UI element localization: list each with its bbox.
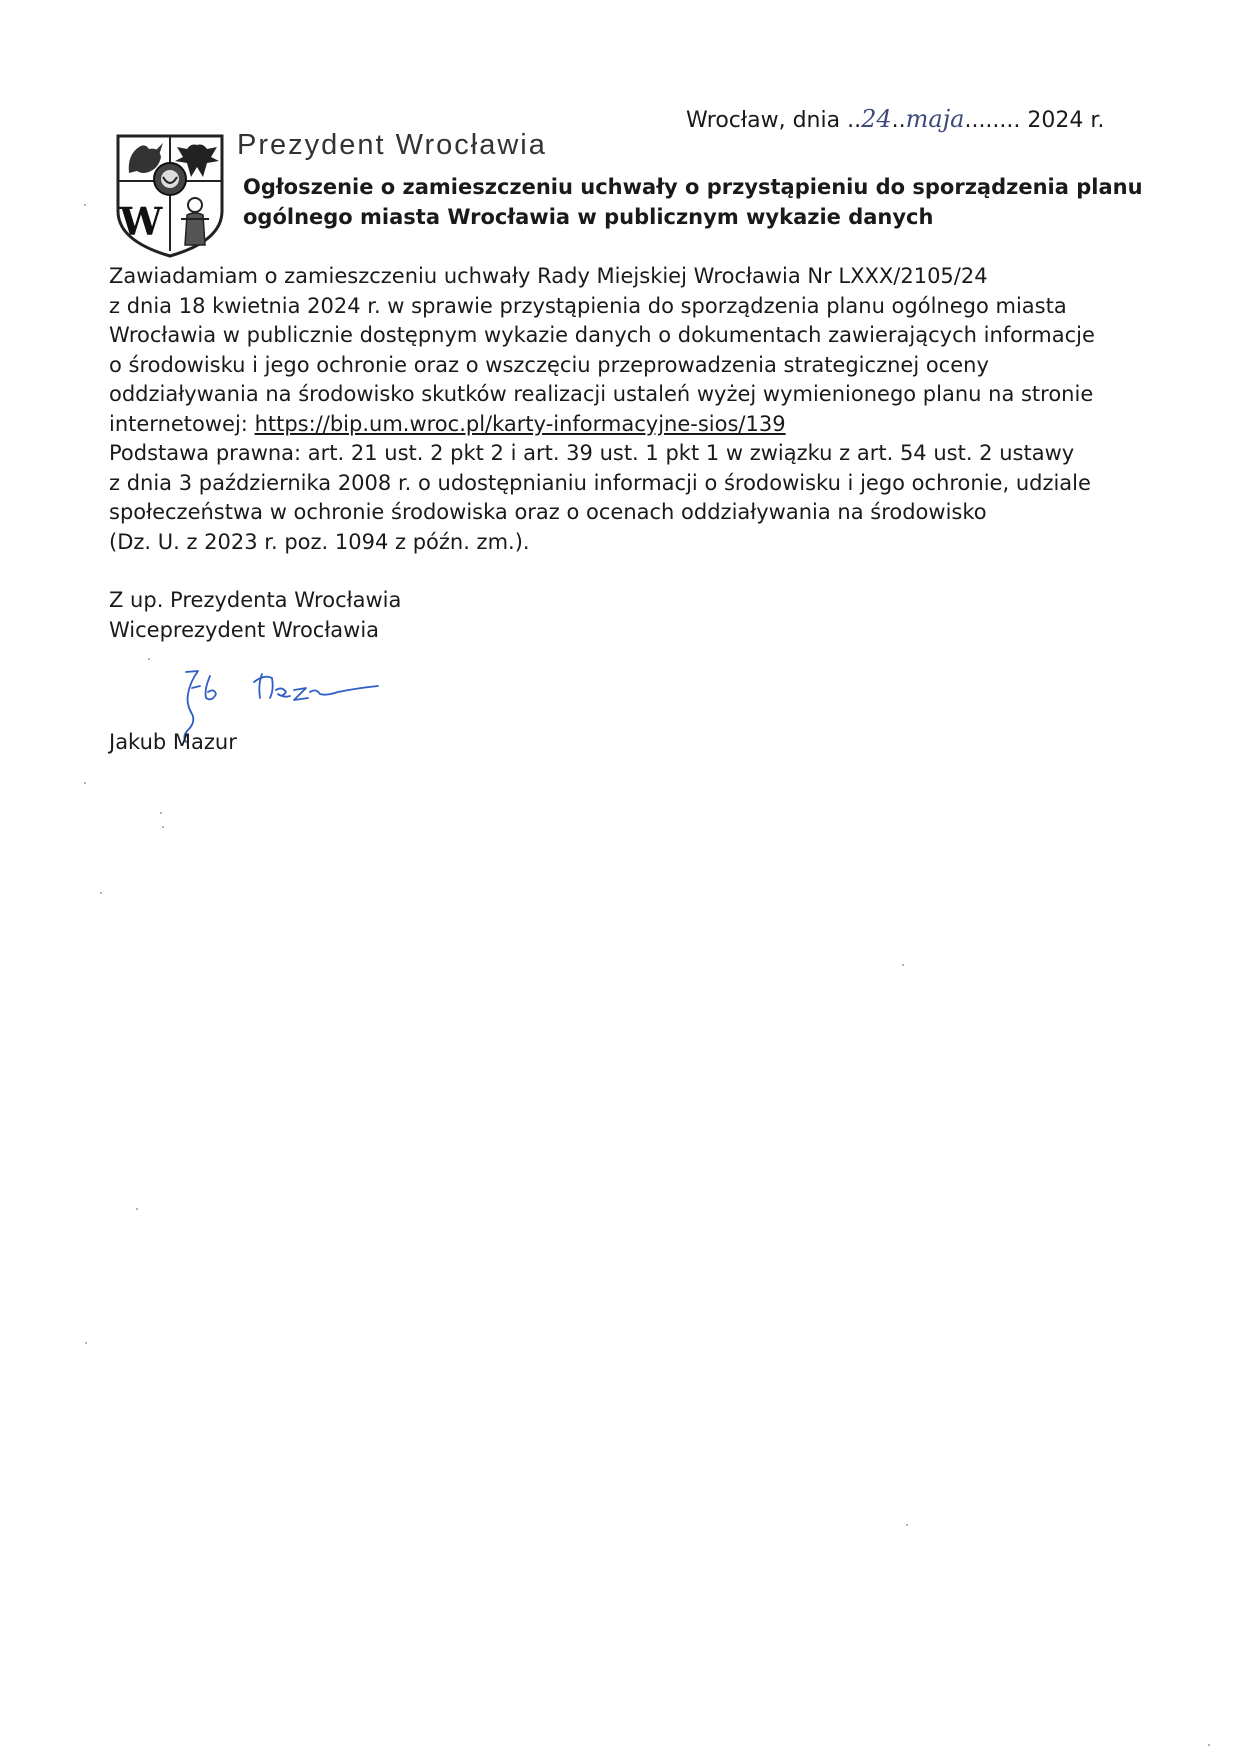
legal-basis-line-4: (Dz. U. z 2023 r. poz. 1094 z późn. zm.). bbox=[109, 529, 530, 554]
website-label: internetowej: bbox=[109, 411, 255, 436]
body-line-2: z dnia 18 kwietnia 2024 r. w sprawie przystąpienia do sporządzenia planu ogólnego miasta bbox=[109, 293, 1067, 318]
legal-basis-line-2: z dnia 3 października 2008 r. o udostępnianiu informacji o środowisku i jego ochronie, udziale bbox=[109, 470, 1091, 495]
document-date bbox=[686, 104, 1104, 136]
svg-text:W: W bbox=[119, 199, 163, 244]
scan-speck bbox=[84, 782, 86, 784]
title-line-1: Ogłoszenie o zamieszczeniu uchwały o przystąpieniu do sporządzenia planu bbox=[243, 175, 1143, 199]
title-line-2: ogólnego miasta Wrocławia w publicznym wykazie danych bbox=[243, 205, 934, 229]
signer-name: Jakub Mazur bbox=[109, 730, 237, 754]
body-line-1: Zawiadamiam o zamieszczeniu uchwały Rady Miejskiej Wrocławia Nr LXXX/2105/24 bbox=[109, 264, 988, 288]
body-line-3: Wrocławia w publicznie dostępnym wykazie danych o dokumentach zawierających informacje bbox=[109, 323, 1095, 347]
scan-speck bbox=[85, 1342, 87, 1344]
signatory-authorization: Z up. Prezydenta Wrocławia bbox=[109, 588, 402, 612]
scan-speck bbox=[148, 658, 150, 660]
announcement-title bbox=[243, 172, 1163, 232]
wroclaw-coat-of-arms-logo bbox=[115, 133, 225, 259]
scan-speck bbox=[160, 812, 162, 814]
date-day-handwritten: 24 bbox=[861, 105, 892, 133]
scan-speck bbox=[136, 1208, 138, 1210]
body-line-5: oddziaływania na środowisko skutków realizacji ustaleń wyżej wymienionego planu na stronie bbox=[109, 382, 1094, 406]
date-month-handwritten: maja bbox=[905, 105, 965, 133]
scan-speck bbox=[100, 892, 102, 894]
body-line-6 bbox=[109, 410, 1149, 440]
signatory-position: Wiceprezydent Wrocławia bbox=[109, 617, 380, 642]
scan-speck bbox=[84, 204, 86, 206]
date-middle-dots: .. bbox=[891, 108, 906, 133]
announcement-body bbox=[109, 262, 1149, 557]
sios-link[interactable]: https://bip.um.wroc.pl/karty-informacyjne-sios/139 bbox=[254, 411, 786, 436]
legal-basis-line-3: społeczeństwa w ochronie środowiska oraz o ocenach oddziaływania na środowisko bbox=[109, 500, 987, 524]
scan-speck bbox=[902, 964, 904, 966]
scan-speck bbox=[906, 1524, 908, 1526]
scan-speck bbox=[1208, 1744, 1210, 1746]
issuer-name: Prezydent Wrocławia bbox=[237, 129, 547, 161]
signature-block bbox=[109, 586, 401, 645]
date-prefix: Wrocław, dnia .. bbox=[686, 108, 862, 133]
legal-basis-line-1: Podstawa prawna: art. 21 ust. 2 pkt 2 i art. 39 ust. 1 pkt 1 w związku z art. 54 ust. 2 ustawy bbox=[109, 441, 1075, 465]
date-suffix: ........ 2024 r. bbox=[964, 108, 1105, 133]
scan-speck bbox=[162, 826, 164, 828]
body-line-4: o środowisku i jego ochronie oraz o wszczęciu przeprowadzenia strategicznej oceny bbox=[109, 352, 989, 377]
